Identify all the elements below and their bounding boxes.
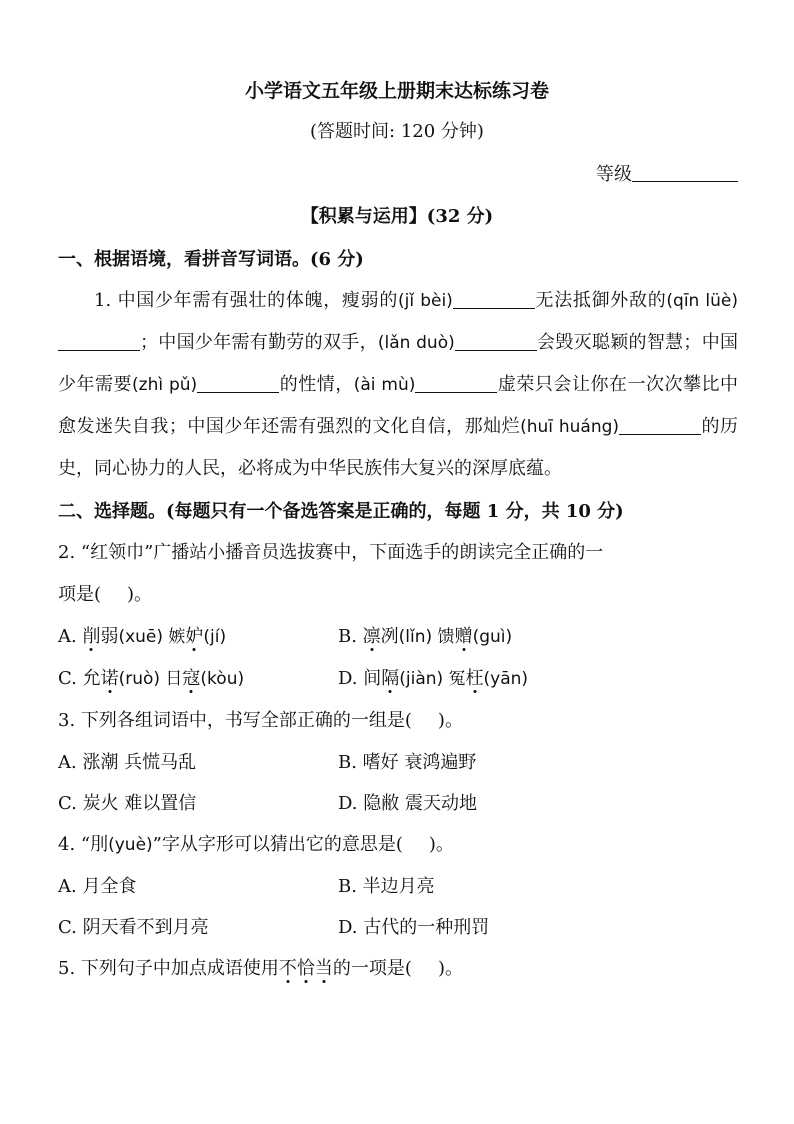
- exam-title: 小学语文五年级上册期末达标练习卷: [244, 80, 549, 102]
- q2-stem: [58, 532, 738, 616]
- option-text: D. 间: [338, 668, 382, 689]
- q5-stem-text: )。: [437, 958, 463, 979]
- q3-stem: [58, 700, 738, 742]
- dotted-char: 隔: [381, 668, 400, 689]
- dotted-char: 削: [82, 626, 101, 647]
- exam-content: [58, 240, 738, 990]
- pinyin-1: (jǐ bèi): [398, 291, 453, 311]
- answer-blank-5[interactable]: [415, 372, 497, 393]
- q2-options-row-1: [58, 616, 738, 658]
- q4-options-row-1: [58, 866, 738, 907]
- option-text: (ruò) 日: [118, 669, 183, 689]
- q1-text: 的历史，同心协力的人民，必将成为中华民族伟大复兴的深厚底蕴。: [58, 416, 739, 479]
- dotted-char: 当: [314, 958, 333, 979]
- pinyin-3: (lǎn duò): [377, 333, 455, 353]
- q1-text: 无法抵御外敌的: [534, 290, 667, 311]
- option-text: 弱: [100, 626, 119, 647]
- q1-text: 1. 中国少年需有强壮的体魄，瘦弱的: [94, 290, 399, 311]
- q4-option-a[interactable]: A. 月全食: [58, 876, 137, 897]
- q4-options-row-2: [58, 907, 738, 948]
- option-text: C. 允: [58, 668, 101, 689]
- q3-options-row-2: [58, 783, 738, 824]
- q2-option-d[interactable]: [338, 658, 528, 700]
- q4-stem-text: 4. “刖: [58, 834, 109, 855]
- dotted-char: 诺: [100, 668, 119, 689]
- grade-field: [596, 160, 738, 186]
- q2-option-b[interactable]: [338, 616, 512, 658]
- q4-option-d[interactable]: D. 古代的一种刑罚: [338, 917, 490, 938]
- exam-time: (答题时间: 120 分钟): [310, 121, 484, 142]
- q3-option-c[interactable]: C. 炭火 难以置信: [58, 793, 197, 814]
- grade-blank[interactable]: [632, 163, 738, 182]
- q5-stem: [58, 948, 738, 990]
- option-text: (guì): [472, 627, 513, 647]
- q3-options-row-1: [58, 742, 738, 783]
- q2-option-c[interactable]: [58, 658, 338, 700]
- q3-stem-text: 3. 下列各组词语中，书写全部正确的一组是(: [58, 710, 412, 731]
- dotted-char: 枉: [465, 668, 484, 689]
- q2-stem-text: 项是(: [58, 584, 102, 605]
- answer-blank-4[interactable]: [197, 372, 279, 393]
- dotted-char: 凛: [362, 626, 381, 647]
- dotted-char: 寇: [182, 668, 201, 689]
- q3-option-a[interactable]: A. 涨潮 兵慌马乱: [58, 752, 197, 773]
- q1-text: 的性情，: [279, 374, 354, 395]
- part2-heading: 二、选择题。(每题只有一个备选答案是正确的，每题 1 分，共 10 分): [58, 501, 624, 522]
- part1-heading: 一、根据语境，看拼音写词语。(6 分): [58, 249, 364, 270]
- q3-stem-text: )。: [437, 710, 463, 731]
- option-text: (jí): [203, 627, 227, 647]
- q2-stem-text: 2. “红领巾”广播站小播音员选拔赛中，下面选手的朗读完全正确的一: [58, 542, 604, 563]
- option-text: (kòu): [200, 669, 245, 689]
- q2-stem-text: )。: [127, 584, 153, 605]
- dotted-char: 不: [278, 958, 297, 979]
- option-text: (jiàn) 冤: [399, 669, 466, 689]
- q2-option-a[interactable]: [58, 616, 338, 658]
- q4-pinyin: (yuè): [108, 835, 153, 855]
- pinyin-2: (qīn lüè): [666, 291, 738, 311]
- option-text: 冽: [380, 626, 399, 647]
- q1-passage: [58, 280, 738, 490]
- answer-blank-3[interactable]: [455, 330, 537, 351]
- q4-stem-text: ”字从字形可以猜出它的意思是(: [152, 834, 403, 855]
- grade-label: 等级: [596, 164, 632, 185]
- q3-option-b[interactable]: B. 嗜好 衰鸿遍野: [338, 752, 477, 773]
- pinyin-6: (huī huáng): [520, 417, 620, 437]
- pinyin-4: (zhì pǔ): [132, 375, 198, 395]
- q4-stem: [58, 824, 738, 866]
- q4-stem-text: )。: [428, 834, 454, 855]
- option-text: (lǐn) 馈: [398, 627, 455, 647]
- dotted-char: 恰: [296, 958, 315, 979]
- q1-text: ；中国少年需有勤劳的双手，: [140, 332, 378, 353]
- q2-options-row-2: [58, 658, 738, 700]
- q1-text: 虚荣只会让你在一次次攀比中愈发迷失自我；中国少年还需有强烈的文化自信，那灿烂: [58, 374, 739, 437]
- answer-blank-1[interactable]: [453, 288, 535, 309]
- answer-blank-2[interactable]: [58, 330, 140, 351]
- dotted-char: 赠: [454, 626, 473, 647]
- option-text: (yān): [483, 669, 529, 689]
- pinyin-5: (ài mù): [353, 375, 416, 395]
- dotted-char: 妒: [185, 626, 204, 647]
- option-text: A.: [58, 626, 83, 647]
- section-heading: 【积累与运用】(32 分): [300, 206, 494, 227]
- q5-stem-text: 的一项是(: [332, 958, 412, 979]
- q1-text: 会毁灭聪颖的智慧；中国少年需要: [58, 332, 739, 395]
- q4-option-b[interactable]: B. 半边月亮: [338, 876, 435, 897]
- q3-option-d[interactable]: D. 隐敝 震天动地: [338, 793, 477, 814]
- answer-blank-6[interactable]: [619, 414, 701, 435]
- option-text: B.: [338, 626, 363, 647]
- option-text: (xuē) 嫉: [118, 627, 186, 647]
- q5-stem-text: 5. 下列句子中加点成语使用: [58, 958, 279, 979]
- q4-option-c[interactable]: C. 阴天看不到月亮: [58, 917, 209, 938]
